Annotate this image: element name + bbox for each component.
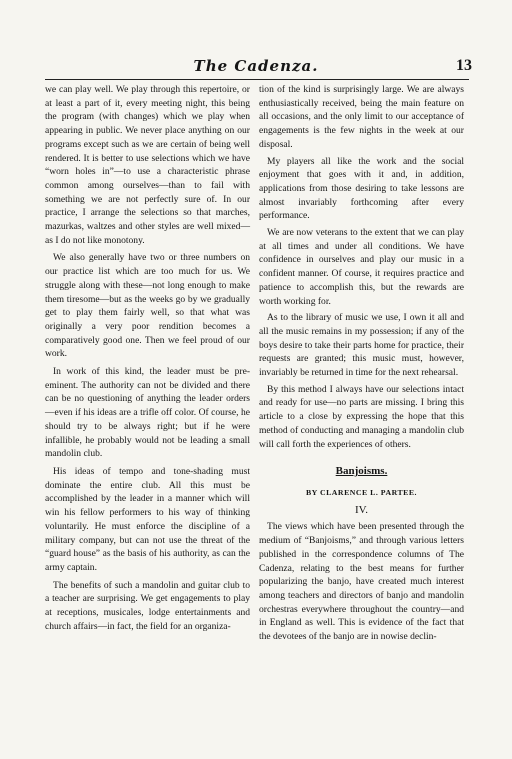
page-header-title: The Cadenza. <box>193 57 319 75</box>
paragraph: We are now veterans to the extent that we can play at all times and under all conditions. We have confidence in ourselves and play our music in a confident manner. Of course, it requires practice and patience to accomplish this, but the rewards are worth working for. <box>259 227 464 307</box>
left-column <box>45 83 250 633</box>
paragraph: His ideas of tempo and tone-shading must dominate the entire club. All this must be accomplished by the leader in a manner which will win his fellow performers to his way of thinking voluntarily. He must enforce the discipline of a military company, but can not use the threat of the “guard house” as the basis of his authority, as can the army captain. <box>45 465 250 573</box>
paragraph: we can play well. We play through this repertoire, or at least a part of it, every meeting night, this being the program (with changes) which we play when appearing in public. We never place anything on our programs except such as we are certain of being well rendered. It is better to use selections which we have “worn holes in”—to use a characteristic phrase common among ourselves—than to fail with something we are not perfectly sure of. In our practice, I arrange the selections so that marches, mazurkas, waltzes and other styles are well mixed—as I do not like monotony. <box>45 84 250 246</box>
paragraph: We also generally have two or three numbers on our practice list which are too much for us. We struggle along with these—not long enough to make them tiresome—but as the weeks go by we gradually get to play them fairly well, so that what was originally a very poor rendition becomes a comparatively good one. Then we feel proud of our work. <box>45 252 250 360</box>
paragraph: As to the library of music we use, I own it all and all the music remains in my possession; if any of the boys desire to take their parts home for practice, their requests are granted; this music must, however, invariably be returned in time for the next rehearsal. <box>259 312 464 379</box>
part-number: IV. <box>355 503 368 516</box>
paragraph: The benefits of such a mandolin and guitar club to a teacher are surprising. We get engagements to play at receptions, musicales, lodge entertainments and church affairs—in fact, the field for an organiza- <box>45 579 250 632</box>
section-title: Banjoisms. <box>335 465 388 478</box>
paragraph: In work of this kind, the leader must be pre-eminent. The authority can not be divided and there can be no questioning of anything the leader orders—even if his ideas are a trifle off color. Of course, he should try to be always right; but if he were infallible, he probably would not be leading a small mandolin club. <box>45 366 250 460</box>
page-number: 13 <box>456 57 472 74</box>
paragraph: My players all like the work and the social enjoyment that goes with it and, in addition, applications from those desiring to take lessons are almost invariably forthcoming after every performance. <box>259 155 464 222</box>
header-rule <box>45 79 469 80</box>
article-byline: BY CLARENCE L. PARTEE. <box>305 487 417 497</box>
paragraph: tion of the kind is surprisingly large. We are always enthusiastically received, being the main feature on all occasions, and the only limit to our acceptance of engagements is the few nights in the week at our disposal. <box>259 84 464 150</box>
paragraph: The views which have been presented through the medium of “Banjoisms,” and through various letters published in the correspondence columns of The Cadenza, relating to the best means for further popularizing the banjo, have created much interest among teachers and directors of banjo and mandolin orchestras everywhere throughout the country—and in England as well. This is evidence of the fact that the devotees of the banjo are in nowise declin- <box>259 521 464 643</box>
paragraph: By this method I always have our selections intact and ready for use—no parts are missing. I bring this article to a close by expressing the hope that this method of conducting and managing a mandolin club will call forth the experiences of others. <box>259 383 464 450</box>
right-column <box>259 83 464 644</box>
